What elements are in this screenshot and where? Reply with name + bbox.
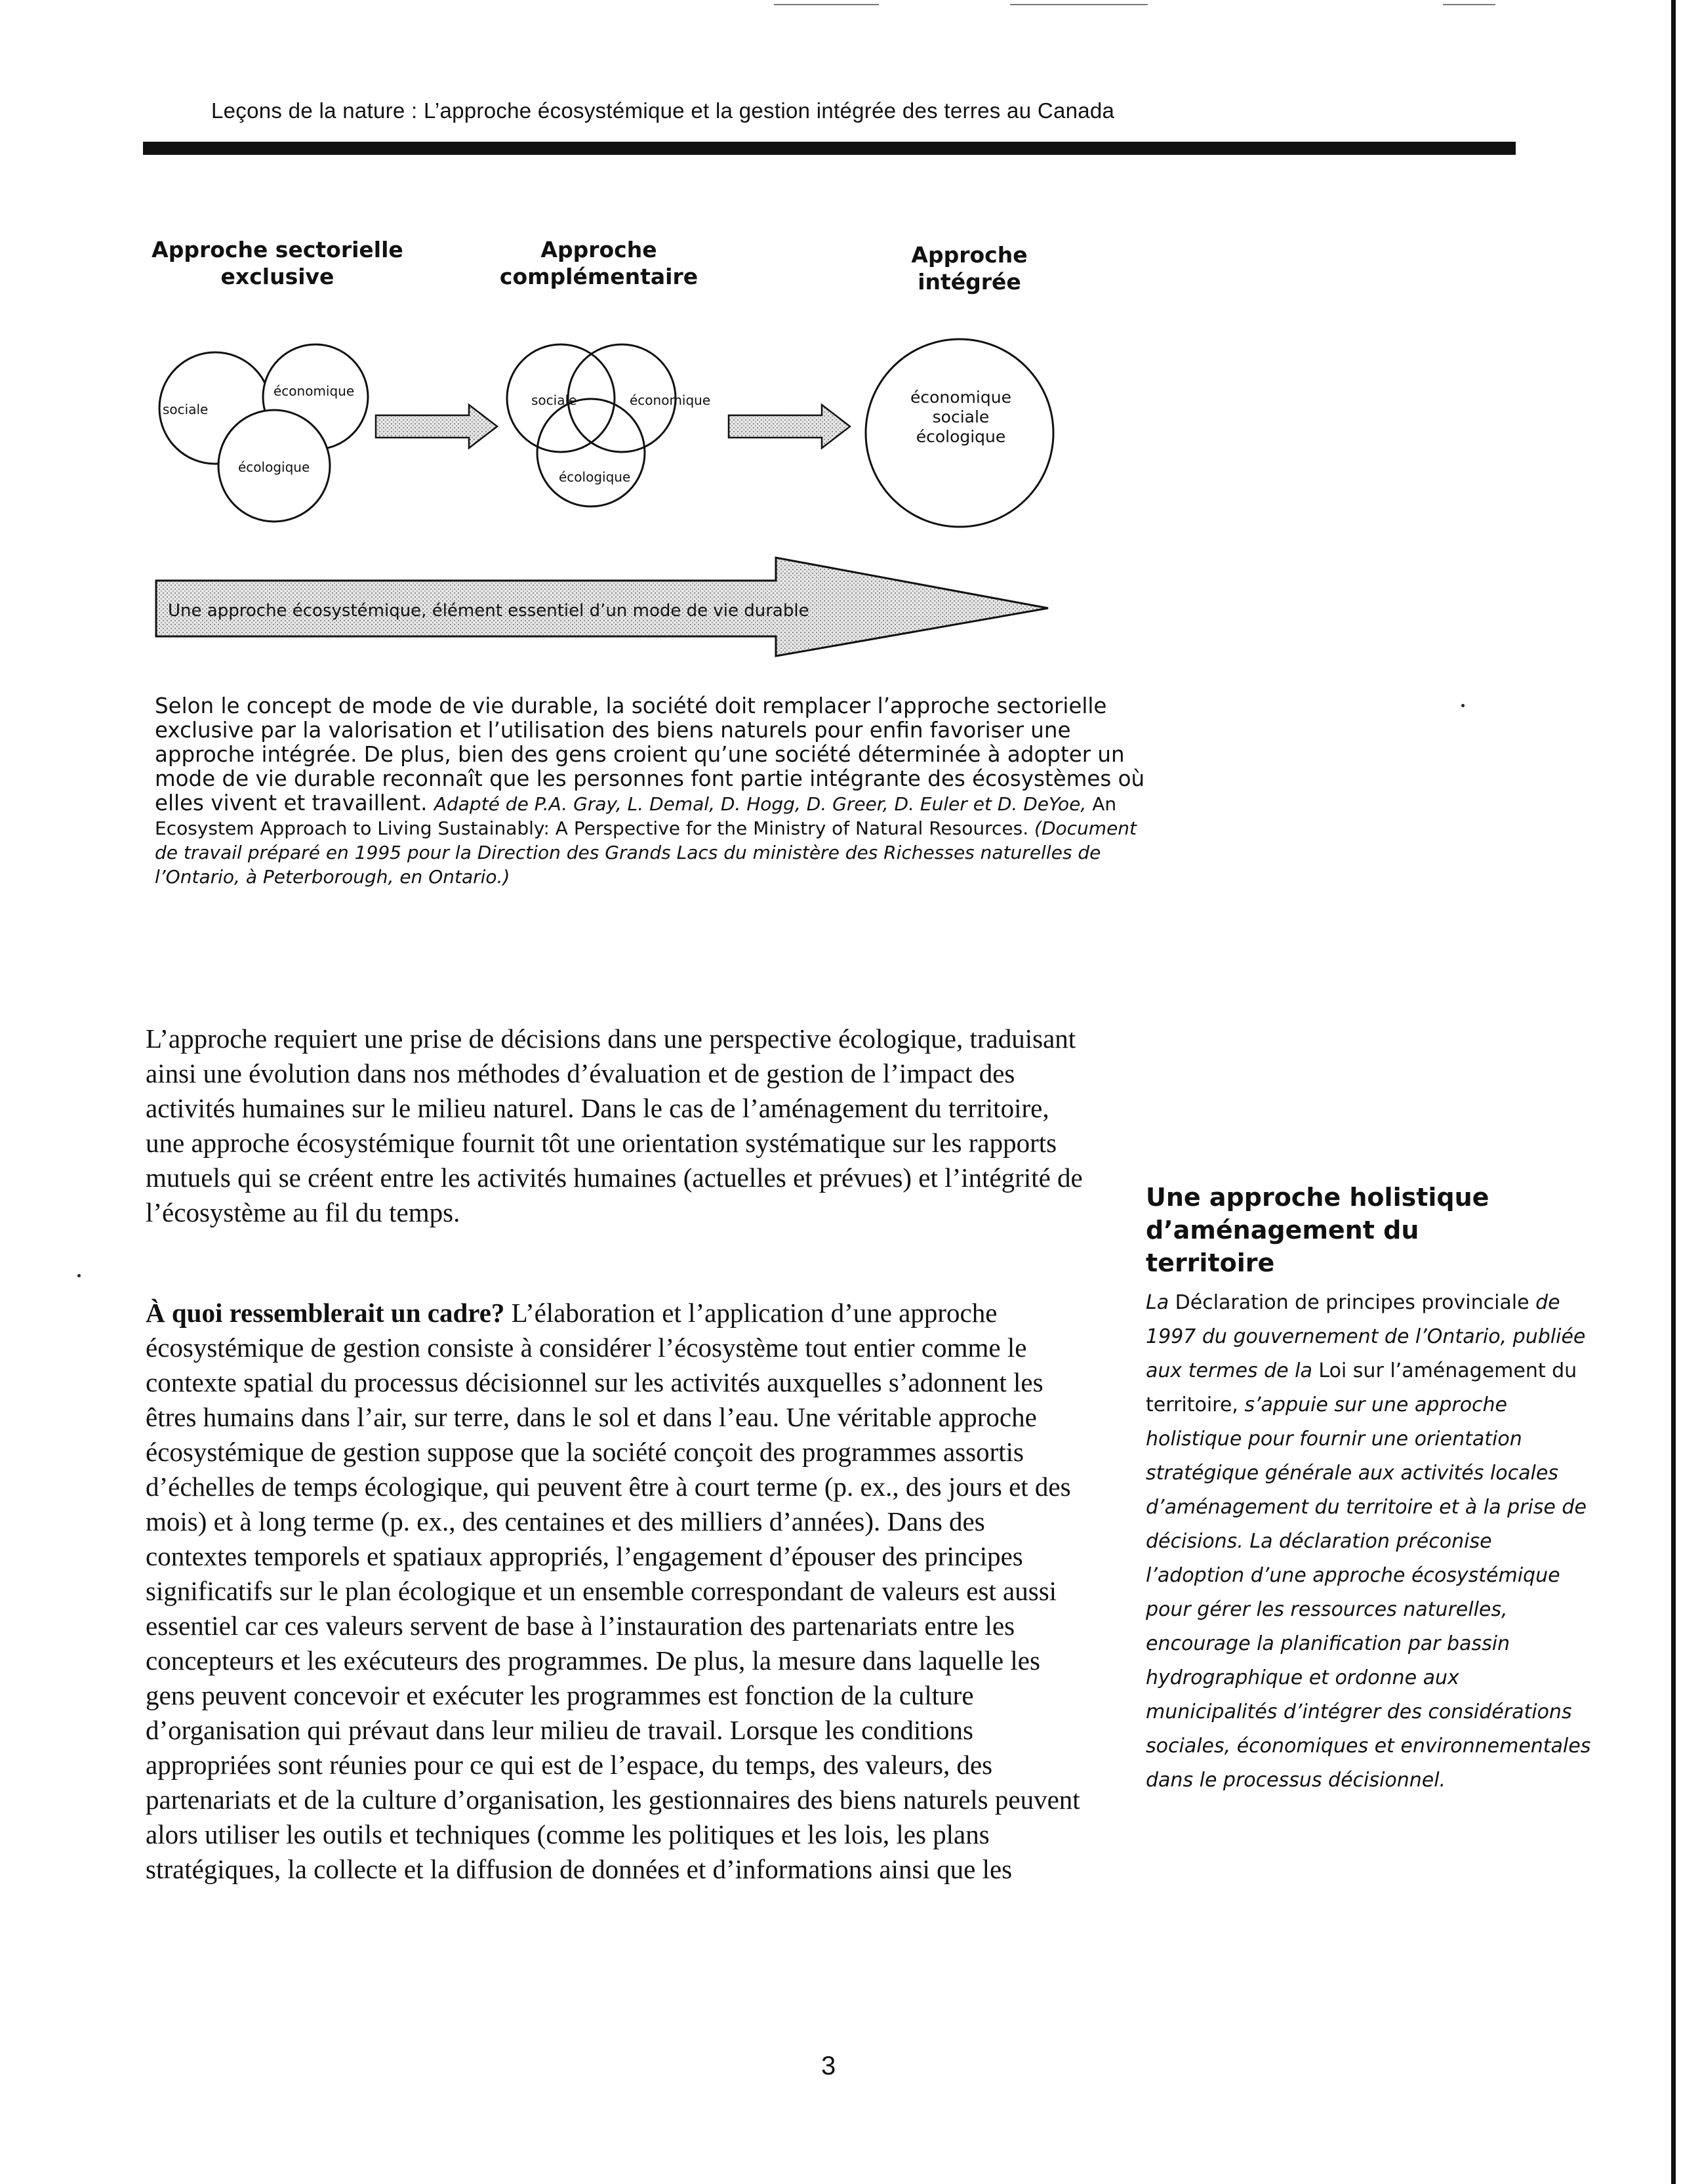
label-economique: économique [630, 392, 711, 408]
integrated-label-sociale: sociale [932, 407, 990, 426]
approach-title-complementary: Approche complémentaire [499, 237, 699, 289]
label-economique: économique [273, 383, 355, 399]
figure-caption [155, 694, 1145, 888]
paragraph-lead: À quoi ressemblerait un cadre? [146, 1298, 505, 1328]
header-rule [143, 142, 1516, 155]
label-ecologique: écologique [559, 469, 631, 485]
page-number: 3 [821, 2051, 836, 2080]
transition-arrow [729, 405, 850, 448]
caption-credit: Adapté de P.A. Gray, L. Demal, D. Hogg, D. Greer, D. Euler et D. DeYoe, An Ecosystem Approach to Living Sustainably: A Perspective for the Ministry of Natural Resources. (Document de travail préparé en 1995 pour la Direction des Grands Lacs du ministère des Richesses naturelles de l’Ontario, à Peterborough, en Ontario.) [155, 793, 1137, 888]
approach-title-integrated: Approche intégrée [911, 242, 1028, 295]
diagram-graphics [143, 226, 1074, 672]
integrated-label-economique: économique [910, 388, 1011, 407]
circle-ecologique [537, 399, 645, 506]
transition-arrow [376, 405, 497, 448]
sidebar-text: La Déclaration de principes provinciale de 1997 du gouvernement de l’Ontario, publiée aux termes de la Loi sur l’aménagement du territoire, s’appuie sur une approche holistique pour fournir une orientation stratégique générale aux activités locales d’aménagement du territoire et à la prise de décisions. La déclaration préconise l’adoption d’une approche écosystémique pour gérer les ressources naturelles, encourage la planification par bassin hydrographique et ordonne aux municipalités d’intégrer des considérations sociales, économiques et environnementales dans le processus décisionnel. [1146, 1291, 1591, 1792]
scan-edge [1671, 0, 1676, 2184]
scan-speck [77, 1274, 81, 1277]
scan-mark [1443, 4, 1495, 5]
running-header: Leçons de la nature : L’approche écosystémique et la gestion intégrée des terres au Canada [211, 98, 1115, 123]
label-sociale: sociale [531, 392, 577, 408]
caption-text: Selon le concept de mode de vie durable, la société doit remplacer l’approche sectorielle exclusive par la valorisation et l’utilisation des biens naturels pour enfin favoriser une approche intégrée. De plus, bien des gens croient qu’une société déterminée à adopter un mode de vie durable reconnaît que les personnes font partie intégrante des écosystèmes où elles vivent et travaillent. [155, 693, 1145, 815]
body-paragraph-2: À quoi ressemblerait un cadre? L’élaboration et l’application d’une approche écosystémique de gestion consiste à considérer l’écosystème tout entier comme le contexte spatial du processus décisionnel sur les activités auxquelles s’adonnent les êtres humains dans l’air, sur terre, dans le sol et dans l’eau. Une véritable approche écosystémique de gestion suppose que la société conçoit des programmes assortis d’échelles de temps écologique, qui peuvent être à court terme (p. ex., des jours et des mois) et à long terme (p. ex., des centaines et des milliers d’années). Dans des contextes temporels et spatiaux appropriés, l’engagement d’épouser des principes significatifs sur le plan écologique et un ensemble correspondant de valeurs est aussi essentiel car ces valeurs servent de base à l’instauration des partenariats entre les concepteurs et les exécuteurs des programmes. De plus, la mesure dans laquelle les gens peuvent concevoir et exécuter les programmes est fonction de la culture d’organisation qui prévaut dans leur milieu de travail. Lorsque les conditions appropriées sont réunies pour ce qui est de l’espace, du temps, des valeurs, des partenariats et de la culture d’organisation, les gestionnaires des biens naturels peuvent alors utiliser les outils et techniques (comme les politiques et les lois, les plans stratégiques, la collecte et la diffusion de données et d’informations ainsi que les [146, 1298, 1080, 1884]
label-sociale: sociale [163, 402, 209, 417]
banner-arrow-text: Une approche écosystémique, élément essentiel d’un mode de vie durable [168, 601, 809, 621]
scan-mark [1010, 4, 1148, 5]
label-ecologique: écologique [238, 459, 310, 475]
approach-title-sectorial: Approche sectorielle exclusive [152, 237, 403, 289]
sidebar-title: Une approche holistique d’aménagement du territoire [1146, 1183, 1489, 1277]
scan-speck [1461, 704, 1465, 707]
approach-diagram [143, 226, 1074, 672]
integrated-label-ecologique: écologique [916, 427, 1006, 446]
scan-mark [774, 4, 879, 5]
body-paragraph-1: L’approche requiert une prise de décisions dans une perspective écologique, traduisant ainsi une évolution dans nos méthodes d’évaluation et de gestion de l’impact des activités humaines sur le milieu naturel. Dans le cas de l’aménagement du territoire, une approche écosystémique fournit tôt une orientation systématique sur les rapports mutuels qui se créent entre les activités humaines (actuelles et prévues) et l’intégrité de l’écosystème au fil du temps. [146, 1023, 1083, 1227]
